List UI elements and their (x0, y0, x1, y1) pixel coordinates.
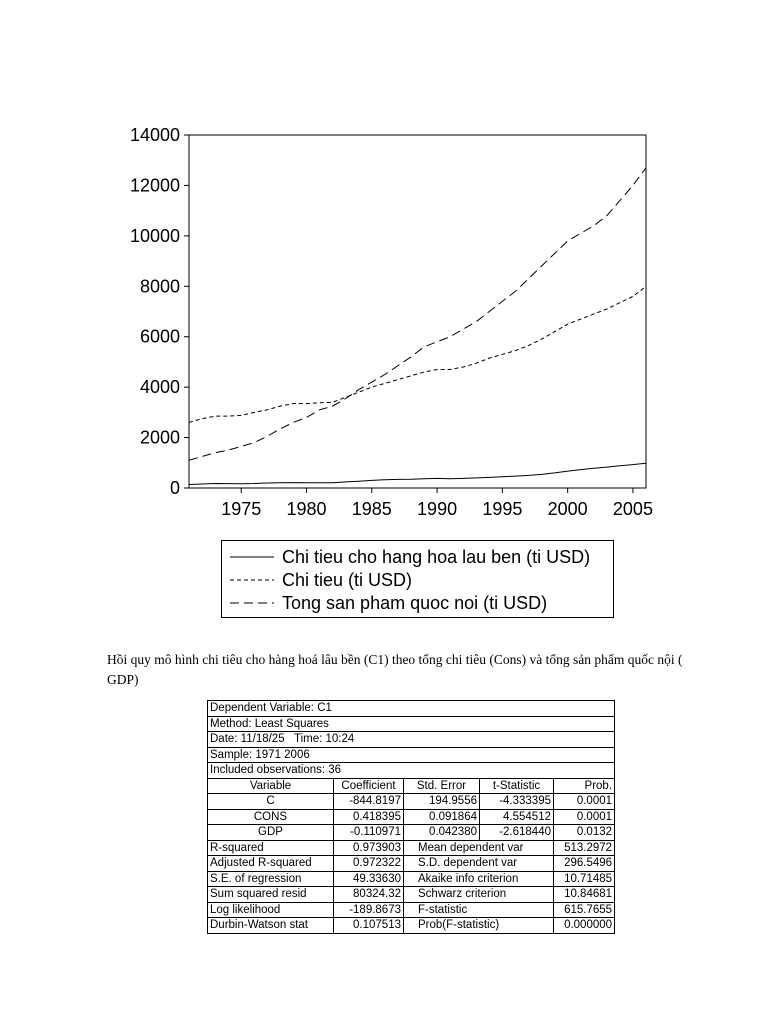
header-row (208, 701, 615, 717)
prob-value: 0.0001 (554, 809, 615, 825)
column-header: Prob. (554, 778, 615, 794)
stat-value: 49.33630 (334, 871, 404, 887)
t-statistic-value: -4.333395 (480, 794, 554, 810)
std-error-value: 0.042380 (404, 825, 480, 841)
legend-swatch-dashed (230, 578, 274, 582)
legend-swatch-solid (230, 555, 274, 559)
x-tick-label: 2000 (547, 499, 588, 519)
stat-value: 0.000000 (554, 918, 615, 934)
y-axis-ticks (130, 125, 189, 498)
sample-range: Sample: 1971 2006 (208, 747, 615, 763)
stat-row (208, 887, 615, 903)
stat-row (208, 856, 615, 872)
t-statistic-value: 4.554512 (480, 809, 554, 825)
coefficient-value: 0.418395 (334, 809, 404, 825)
y-tick-label: 6000 (139, 326, 180, 347)
stat-label: Prob(F-statistic) (404, 918, 554, 934)
estimation-method: Method: Least Squares (208, 716, 615, 732)
series-line-consumption (189, 286, 646, 422)
header-row (208, 732, 615, 748)
stat-value: 0.973903 (334, 840, 404, 856)
stat-label: S.D. dependent var (404, 856, 554, 872)
chart-legend (221, 540, 614, 618)
y-tick-label: 10000 (129, 225, 180, 246)
stat-label: Sum squared resid (208, 887, 334, 903)
x-axis-ticks (221, 488, 653, 519)
x-tick-label: 2005 (612, 499, 653, 519)
t-statistic-value: -2.618440 (480, 825, 554, 841)
stat-row (208, 902, 615, 918)
stat-value: -189.8673 (334, 902, 404, 918)
legend-item-gdp (230, 592, 547, 614)
legend-item-consumption (230, 569, 412, 591)
coefficient-row (208, 794, 615, 810)
column-header-row (208, 778, 615, 794)
stat-label: R-squared (208, 840, 334, 856)
x-tick-label: 1990 (417, 499, 458, 519)
run-date-time: Date: 11/18/25 Time: 10:24 (208, 732, 615, 748)
column-header: Variable (208, 778, 334, 794)
stat-value: 296.5496 (554, 856, 615, 872)
regression-output-table (207, 700, 615, 934)
included-observations: Included observations: 36 (208, 763, 615, 779)
stat-value: 80324.32 (334, 887, 404, 903)
y-tick-label: 8000 (139, 276, 180, 297)
variable-name: CONS (208, 809, 334, 825)
stat-value: 0.972322 (334, 856, 404, 872)
legend-label-consumption: Chi tieu (ti USD) (282, 569, 413, 590)
coefficient-row (208, 825, 615, 841)
std-error-value: 0.091864 (404, 809, 480, 825)
coefficient-value: -0.110971 (334, 825, 404, 841)
stat-value: 10.71485 (554, 871, 615, 887)
regression-caption: Hồi quy mô hình chi tiêu cho hàng hoá lâu bền (C1) theo tổng chi tiêu (Cons) và tổng sản phẩm quốc nội ( GDP) (107, 652, 683, 687)
variable-name: GDP (208, 825, 334, 841)
series-lines (189, 168, 646, 485)
legend-label-gdp: Tong san pham quoc noi (ti USD) (282, 592, 548, 613)
stat-label: Akaike info criterion (404, 871, 554, 887)
x-tick-label: 1995 (482, 499, 523, 519)
y-tick-label: 0 (169, 478, 180, 498)
stat-value: 0.107513 (334, 918, 404, 934)
std-error-value: 194.9556 (404, 794, 480, 810)
column-header: Std. Error (404, 778, 480, 794)
stat-label: Durbin-Watson stat (208, 918, 334, 934)
stat-label: Schwarz criterion (404, 887, 554, 903)
dependent-variable: Dependent Variable: C1 (208, 701, 615, 717)
header-row (208, 747, 615, 763)
stat-row (208, 840, 615, 856)
header-row (208, 716, 615, 732)
legend-swatch-longdash (230, 601, 274, 605)
stat-label: Mean dependent var (404, 840, 554, 856)
x-tick-label: 1975 (221, 499, 262, 519)
column-header: Coefficient (334, 778, 404, 794)
prob-value: 0.0132 (554, 825, 615, 841)
column-header: t-Statistic (480, 778, 554, 794)
stat-label: S.E. of regression (208, 871, 334, 887)
coefficient-row (208, 809, 615, 825)
prob-value: 0.0001 (554, 794, 615, 810)
stat-label: Adjusted R-squared (208, 856, 334, 872)
stat-label: Log likelihood (208, 902, 334, 918)
legend-label-durable-spending: Chi tieu cho hang hoa lau ben (ti USD) (282, 546, 591, 567)
plot-frame (189, 135, 646, 488)
x-tick-label: 1980 (286, 499, 327, 519)
series-line-durable-spending (189, 463, 646, 484)
stat-label: F-statistic (404, 902, 554, 918)
stat-row (208, 871, 615, 887)
stat-value: 615.7655 (554, 902, 615, 918)
stat-row (208, 918, 615, 934)
stat-value: 10.84681 (554, 887, 615, 903)
y-tick-label: 2000 (139, 427, 180, 448)
stat-value: 513.2972 (554, 840, 615, 856)
y-tick-label: 14000 (129, 125, 180, 145)
coefficient-value: -844.8197 (334, 794, 404, 810)
series-line-gdp (189, 168, 646, 461)
y-tick-label: 12000 (129, 175, 180, 196)
header-row (208, 763, 615, 779)
legend-item-durable-spending (230, 546, 590, 568)
variable-name: C (208, 794, 334, 810)
y-tick-label: 4000 (139, 377, 180, 398)
x-tick-label: 1985 (351, 499, 392, 519)
